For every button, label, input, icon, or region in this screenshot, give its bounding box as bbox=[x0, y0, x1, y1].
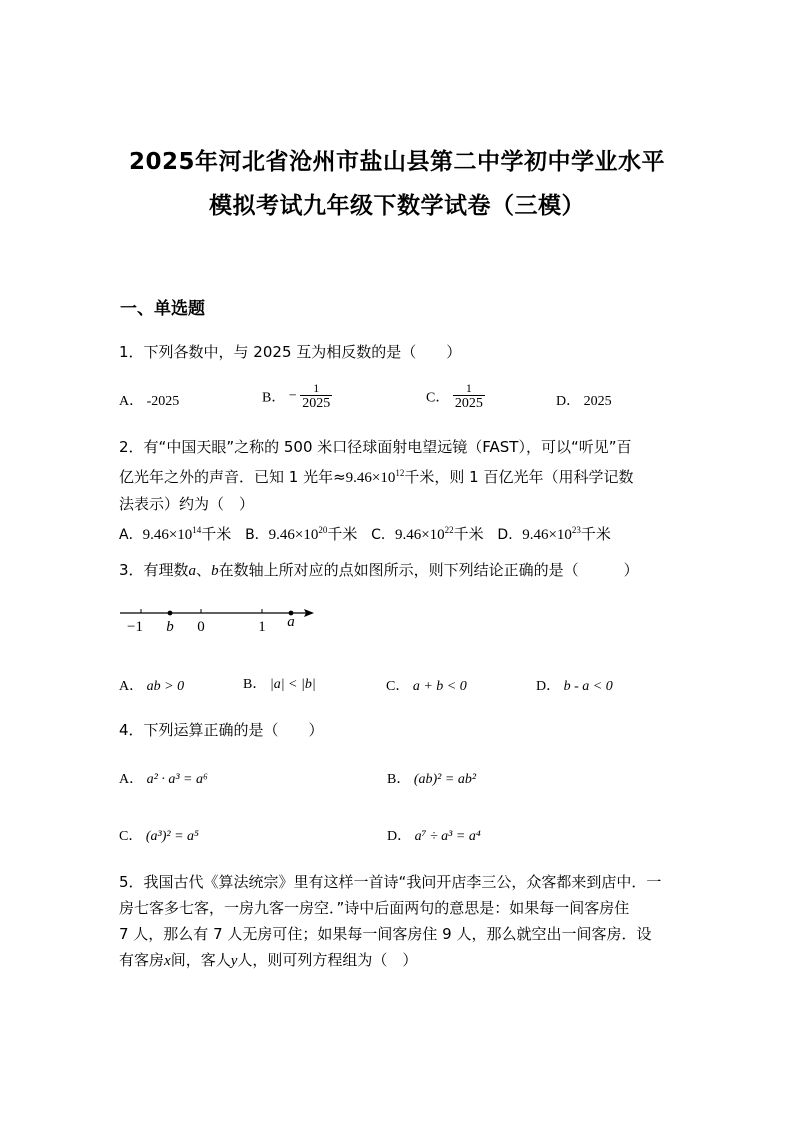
question-5-line bbox=[119, 947, 689, 974]
variable-b: b bbox=[211, 563, 219, 579]
unit: 千米 bbox=[201, 525, 232, 543]
q4-option-a bbox=[119, 768, 208, 788]
sci-notation: 9.46×10 bbox=[394, 527, 445, 543]
question-3-text: 在数轴上所对应的点如图所示，则下列结论正确的是（ ） bbox=[218, 561, 639, 579]
option-value: a⁷ ÷ a³ = a⁴ bbox=[414, 829, 481, 844]
question-5-line: 房七客多七客，一房九客一房空．”诗中后面两句的意思是：如果每一间客房住 bbox=[119, 899, 630, 917]
q3-option-c bbox=[386, 675, 467, 695]
question-5-stem bbox=[119, 869, 689, 974]
option-value: a + b < 0 bbox=[412, 679, 467, 694]
unit: 千米 bbox=[453, 525, 484, 543]
option-label: D． bbox=[556, 394, 581, 409]
variable-x: x bbox=[164, 953, 171, 969]
page-title-line2: 模拟考试九年级下数学试卷（三模） bbox=[209, 193, 585, 219]
fraction-numerator: 1 bbox=[313, 381, 320, 395]
unit: 千米 bbox=[580, 525, 611, 543]
q2-option-c bbox=[371, 527, 484, 543]
q1-option-a bbox=[119, 390, 179, 410]
tick-label-0: 0 bbox=[197, 619, 205, 635]
option-label: D． bbox=[497, 527, 523, 543]
q1-option-c bbox=[426, 382, 485, 411]
option-label: A． bbox=[119, 527, 143, 543]
question-2-line: 法表示）约为（ ） bbox=[119, 495, 255, 513]
q2-option-b bbox=[245, 527, 357, 543]
exponent: 20 bbox=[318, 525, 328, 535]
question-5-line: 5．我国古代《算法统宗》里有这样一首诗“我问开店李三公，众客都来到店中．一 bbox=[119, 873, 662, 891]
minus-sign: − bbox=[288, 388, 297, 404]
question-5-text: 人，则可列方程组为（ ） bbox=[237, 951, 418, 969]
option-label: B． bbox=[387, 772, 411, 787]
option-label: D． bbox=[387, 829, 412, 844]
question-2-text: 亿光年之外的声音．已知 1 光年≈ bbox=[119, 468, 346, 486]
question-3-stem bbox=[119, 557, 639, 584]
variable-a: a bbox=[188, 563, 197, 579]
q3-option-a bbox=[119, 675, 184, 695]
fraction-denominator: 2025 bbox=[454, 396, 483, 411]
option-label: B． bbox=[245, 527, 269, 543]
page-title-line1: 2025年河北省沧州市盐山县第二中学初中学业水平 bbox=[128, 149, 665, 175]
question-5-text: 有客房 bbox=[119, 951, 165, 969]
unit: 千米 bbox=[327, 525, 358, 543]
exponent: 14 bbox=[192, 525, 202, 535]
q4-option-d bbox=[387, 825, 481, 845]
question-2-text: 千米，则 1 百亿光年（用科学记数 bbox=[404, 468, 634, 486]
q3-option-d bbox=[536, 675, 613, 695]
q4-option-b bbox=[387, 768, 476, 788]
fraction bbox=[453, 382, 485, 411]
exponent: 23 bbox=[571, 525, 581, 535]
sci-notation: 9.46×10 bbox=[142, 527, 193, 543]
point-label-a: a bbox=[287, 614, 295, 630]
question-2-line bbox=[119, 460, 689, 491]
option-value: ab > 0 bbox=[146, 679, 185, 694]
question-2-stem bbox=[119, 434, 689, 517]
question-1-stem: 1．下列各数中，与 2025 互为相反数的是（ ） bbox=[119, 343, 462, 361]
option-label: A． bbox=[119, 772, 144, 787]
option-value: -2025 bbox=[146, 394, 180, 409]
q4-option-c bbox=[119, 825, 199, 845]
point-label-b: b bbox=[166, 619, 174, 635]
sci-notation: 9.46×10 bbox=[522, 527, 572, 543]
q2-options bbox=[119, 523, 611, 544]
fraction bbox=[300, 382, 332, 411]
question-5-text: 间，客人 bbox=[170, 951, 231, 969]
question-3-text: 3．有理数 bbox=[119, 561, 189, 579]
option-value: |a| < |b| bbox=[269, 677, 316, 692]
option-label: C． bbox=[386, 679, 410, 694]
separator: 、 bbox=[196, 561, 212, 579]
q3-option-b bbox=[243, 673, 316, 693]
q2-option-d bbox=[497, 527, 611, 543]
number-line bbox=[116, 600, 326, 640]
point-b bbox=[168, 611, 173, 616]
sci-notation: 9.46×10 bbox=[345, 470, 396, 486]
fraction-numerator: 1 bbox=[465, 381, 472, 395]
option-label: A． bbox=[119, 679, 144, 694]
option-label: C． bbox=[426, 390, 450, 406]
q1-option-d bbox=[556, 390, 612, 410]
exponent: 12 bbox=[395, 468, 405, 478]
question-4-stem: 4．下列运算正确的是（ ） bbox=[119, 721, 324, 739]
q2-option-a bbox=[119, 527, 231, 543]
exponent: 22 bbox=[444, 525, 454, 535]
option-label: A． bbox=[119, 394, 144, 409]
option-label: B． bbox=[262, 390, 286, 406]
tick-label-minus-1: −1 bbox=[127, 619, 143, 635]
option-value: b - a < 0 bbox=[563, 679, 613, 694]
fraction-denominator: 2025 bbox=[302, 396, 331, 411]
option-label: B． bbox=[243, 677, 267, 692]
q1-option-b bbox=[262, 382, 332, 411]
option-value: a² · a³ = a⁶ bbox=[146, 772, 208, 787]
tick-label-1: 1 bbox=[258, 619, 266, 635]
option-label: C． bbox=[119, 829, 143, 844]
sci-notation: 9.46×10 bbox=[268, 527, 319, 543]
option-label: D． bbox=[536, 679, 561, 694]
question-2-line: 2．有“中国天眼”之称的 500 米口径球面射电望远镜（FAST），可以“听见”百 bbox=[119, 438, 632, 456]
option-label: C． bbox=[371, 527, 395, 543]
section-heading: 一、单选题 bbox=[120, 299, 205, 319]
option-value: (ab)² = ab² bbox=[413, 772, 477, 787]
question-5-line: 7 人，那么有 7 人无房可住；如果每一间客房住 9 人，那么就空出一间客房．设 bbox=[119, 925, 652, 943]
option-value: 2025 bbox=[583, 394, 612, 409]
variable-y: y bbox=[230, 953, 238, 969]
option-value: (a³)² = a⁵ bbox=[145, 829, 199, 844]
